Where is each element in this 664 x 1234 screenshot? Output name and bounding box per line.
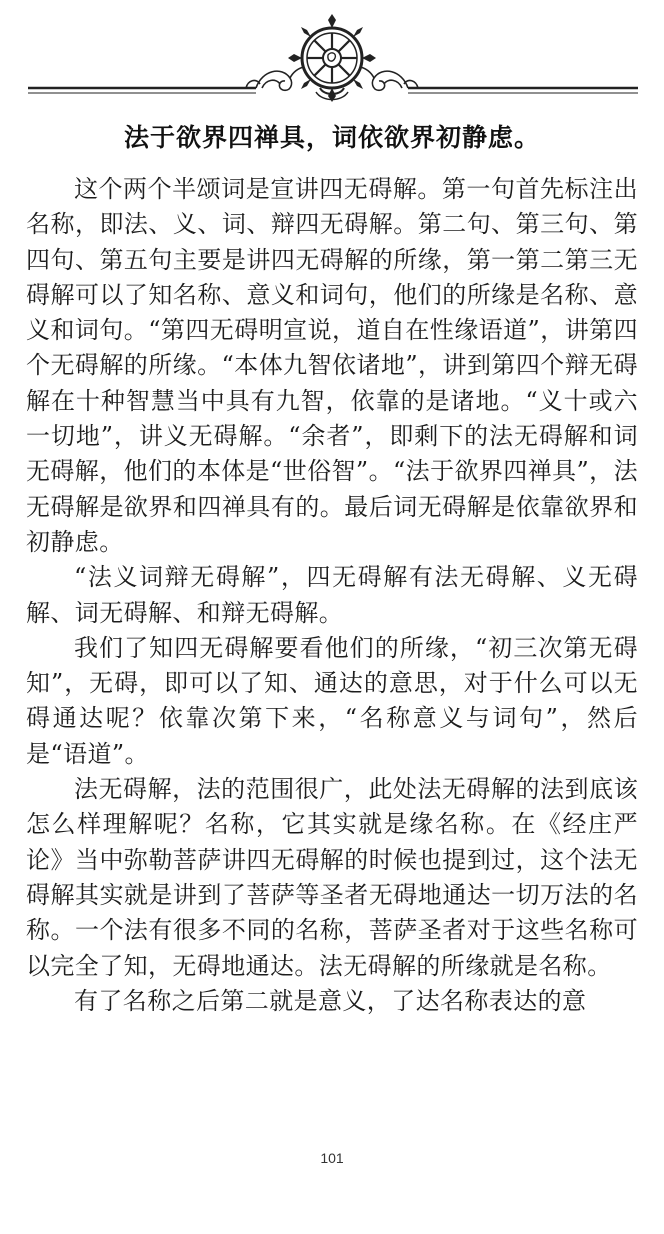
body-text bbox=[26, 172, 638, 1019]
verse-title: 法于欲界四禅具，词依欲界初静虑。 bbox=[123, 123, 540, 152]
dharma-wheel-icon bbox=[288, 14, 376, 102]
header-ornament bbox=[0, 0, 664, 110]
page-number: 101 bbox=[320, 1150, 344, 1166]
paragraph: 有了名称之后第二就是意义，了达名称表达的意 bbox=[74, 986, 587, 1015]
paragraph: 法无碍解，法的范围很广，此处法无碍解的法到底该怎么样理解呢？名称，它其实就是缘名称。在《经庄严论》当中弥勒菩萨讲四无碍解的时候也提到过，这个法无碍解其实就是讲到了菩萨等圣者无碍地通达一切万法的名称。一个法有很多不同的名称，菩萨圣者对于这些名称可以完全了知，无碍地通达。法无碍解的所缘就是名称。 bbox=[26, 775, 638, 980]
paragraph: “法义词辩无碍解”，四无碍解有法无碍解、义无碍解、词无碍解、和辩无碍解。 bbox=[26, 563, 638, 627]
paragraph: 这个两个半颂词是宣讲四无碍解。第一句首先标注出名称，即法、义、词、辩四无碍解。第二句、第三句、第四句、第五句主要是讲四无碍解的所缘，第一第二第三无碍解可以了知名称、意义和词句，他们的所缘是名称、意义和词句。“第四无碍明宣说，道自在性缘语道”，讲第四个无碍解的所缘。“本体九智依诸地”，讲到第四个辩无碍解在十种智慧当中具有九智，依靠的是诸地。“义十或六一切地”，讲义无碍解。“余者”，即剩下的法无碍解和词无碍解，他们的本体是“世俗智”。“法于欲界四禅具”，法无碍解是欲界和四禅具有的。最后词无碍解是依靠欲界和初静虑。 bbox=[26, 175, 638, 556]
paragraph: 我们了知四无碍解要看他们的所缘，“初三次第无碍知”，无碍，即可以了知、通达的意思，对于什么可以无碍通达呢？依靠次第下来，“名称意义与词句”，然后是“语道”。 bbox=[26, 633, 638, 768]
